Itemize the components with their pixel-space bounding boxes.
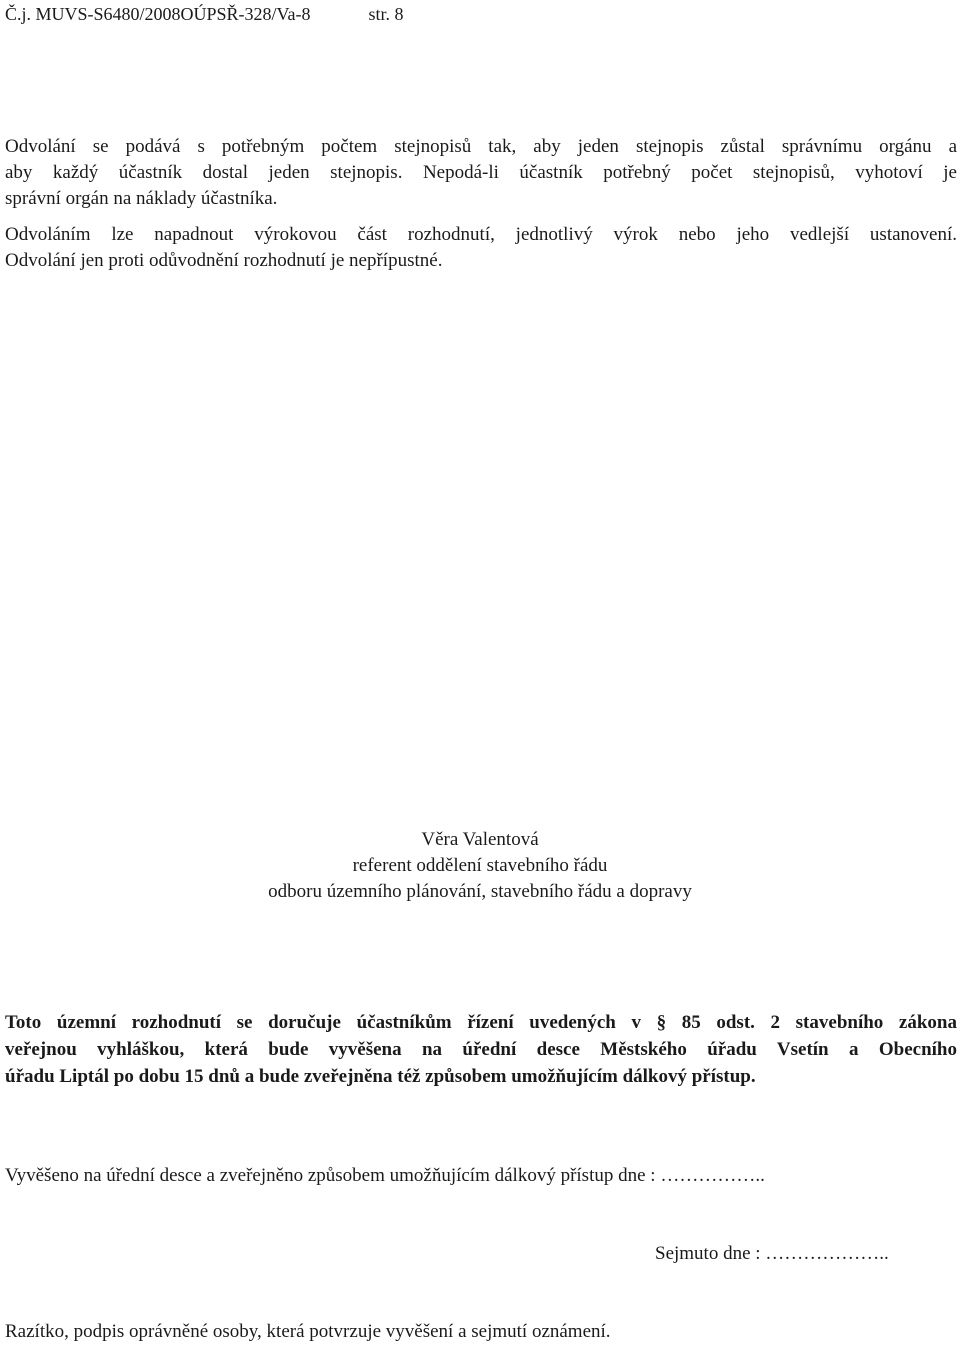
stamp-signature-line: Razítko, podpis oprávněné osoby, která potvrzuje vyvěšení a sejmutí oznámení. [5,1321,611,1342]
signatory-name: Věra Valentová [421,829,539,850]
signatory-department: odboru územního plánování, stavebního řádu a dopravy [268,881,692,902]
paragraph-line: správní orgán na náklady účastníka. [5,188,278,209]
signature-block [0,827,960,905]
removed-date-line: Sejmuto dne : ……………….. [655,1243,889,1264]
paragraph-line: aby každý účastník dostal jeden stejnopis. Nepodá-li účastník potřebný počet stejnopisů, vyhotoví je [5,162,957,183]
delivery-line: úřadu Liptál po dobu 15 dnů a bude zveřejněna též způsobem umožňujícím dálkový přístup. [5,1066,756,1087]
document-header [5,3,957,25]
paragraph-line: Odvolání se podává s potřebným počtem stejnopisů tak, aby jeden stejnopis zůstal správnímu orgánu a [5,136,957,157]
reference-number: Č.j. MUVS-S6480/2008OÚPSŘ-328/Va-8 [5,4,311,24]
paragraph-appeal-copies [5,134,957,212]
delivery-line: Toto územní rozhodnutí se doručuje účastníkům řízení uvedených v § 85 odst. 2 stavebního zákona [5,1012,957,1033]
posted-date-line: Vyvěšeno na úřední desce a zveřejněno způsobem umožňujícím dálkový přístup dne : …………….. [5,1165,765,1186]
signatory-position: referent oddělení stavebního řádu [352,855,608,876]
page-number: str. 8 [368,4,404,24]
delivery-notice [5,1009,957,1090]
delivery-line: veřejnou vyhláškou, která bude vyvěšena na úřední desce Městského úřadu Vsetín a Obecního [5,1039,957,1060]
paragraph-line: Odvoláním lze napadnout výrokovou část rozhodnutí, jednotlivý výrok nebo jeho vedlejší ustanovení. [5,224,957,245]
paragraph-appeal-scope [5,222,957,274]
paragraph-line: Odvolání jen proti odůvodnění rozhodnutí je nepřípustné. [5,250,443,271]
